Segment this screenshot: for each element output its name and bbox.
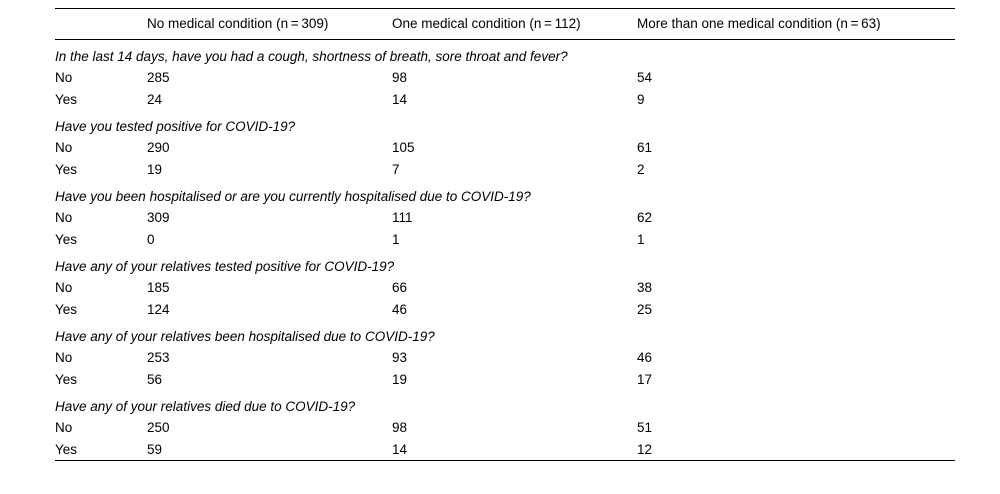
cell-no-condition: 290	[147, 140, 170, 155]
cell-one-condition: 46	[392, 302, 408, 317]
cell-no-condition: 285	[147, 70, 170, 85]
row-label: No	[55, 210, 73, 225]
question-row	[55, 110, 955, 136]
table-body	[55, 9, 955, 462]
question-row	[55, 250, 955, 276]
cell-more-than-one-condition: 1	[637, 232, 645, 247]
survey-table-container	[55, 8, 955, 461]
table-row	[55, 368, 955, 390]
cell-no-condition: 250	[147, 420, 170, 435]
row-label: Yes	[55, 302, 78, 317]
cell-more-than-one-condition: 25	[637, 302, 653, 317]
cell-more-than-one-condition: 46	[637, 350, 653, 365]
cell-more-than-one-condition: 9	[637, 92, 645, 107]
question-text: Have you been hospitalised or are you currently hospitalised due to COVID-19?	[55, 189, 531, 204]
column-header-one-condition: One medical condition (n = 112)	[392, 16, 581, 31]
cell-more-than-one-condition: 12	[637, 442, 653, 457]
cell-one-condition: 93	[392, 350, 408, 365]
table-row	[55, 206, 955, 228]
question-row	[55, 390, 955, 416]
question-text: Have you tested positive for COVID-19?	[55, 119, 296, 134]
cell-no-condition: 56	[147, 372, 163, 387]
cell-one-condition: 14	[392, 442, 408, 457]
row-label: No	[55, 140, 73, 155]
row-label: No	[55, 70, 73, 85]
table-row	[55, 136, 955, 158]
cell-one-condition: 7	[392, 162, 400, 177]
cell-more-than-one-condition: 61	[637, 140, 653, 155]
cell-more-than-one-condition: 62	[637, 210, 653, 225]
survey-results-table	[55, 8, 955, 461]
cell-no-condition: 0	[147, 232, 155, 247]
table-row	[55, 438, 955, 461]
column-header-more-than-one-condition: More than one medical condition (n = 63)	[637, 16, 881, 31]
table-row	[55, 416, 955, 438]
row-label: No	[55, 350, 73, 365]
cell-one-condition: 111	[392, 210, 413, 225]
table-row	[55, 346, 955, 368]
question-text: Have any of your relatives been hospitalised due to COVID-19?	[55, 329, 435, 344]
row-label: Yes	[55, 372, 78, 387]
row-label: Yes	[55, 442, 78, 457]
question-text: Have any of your relatives tested positive for COVID-19?	[55, 259, 395, 274]
row-label: No	[55, 280, 73, 295]
column-header-label	[55, 9, 147, 40]
column-header-no-condition: No medical condition (n = 309)	[147, 16, 329, 31]
row-label: Yes	[55, 92, 78, 107]
question-row	[55, 320, 955, 346]
cell-more-than-one-condition: 51	[637, 420, 653, 435]
cell-one-condition: 98	[392, 420, 408, 435]
table-row	[55, 298, 955, 320]
cell-no-condition: 19	[147, 162, 163, 177]
cell-more-than-one-condition: 54	[637, 70, 653, 85]
cell-one-condition: 19	[392, 372, 408, 387]
table-row	[55, 66, 955, 88]
table-row	[55, 88, 955, 110]
row-label: Yes	[55, 162, 78, 177]
cell-one-condition: 14	[392, 92, 408, 107]
table-row	[55, 158, 955, 180]
cell-one-condition: 98	[392, 70, 408, 85]
question-text: In the last 14 days, have you had a cough, shortness of breath, sore throat and fever?	[55, 49, 568, 64]
question-text: Have any of your relatives died due to COVID-19?	[55, 399, 356, 414]
table-row	[55, 276, 955, 298]
question-row	[55, 40, 955, 66]
cell-no-condition: 124	[147, 302, 170, 317]
cell-one-condition: 105	[392, 140, 415, 155]
cell-more-than-one-condition: 38	[637, 280, 653, 295]
cell-one-condition: 1	[392, 232, 400, 247]
cell-no-condition: 59	[147, 442, 163, 457]
cell-more-than-one-condition: 17	[637, 372, 653, 387]
table-row	[55, 228, 955, 250]
cell-no-condition: 253	[147, 350, 170, 365]
row-label: No	[55, 420, 73, 435]
cell-no-condition: 309	[147, 210, 170, 225]
question-row	[55, 180, 955, 206]
cell-no-condition: 24	[147, 92, 163, 107]
table-header-row	[55, 9, 955, 40]
cell-no-condition: 185	[147, 280, 170, 295]
cell-more-than-one-condition: 2	[637, 162, 645, 177]
table-bottom-rule	[55, 461, 955, 462]
row-label: Yes	[55, 232, 78, 247]
cell-one-condition: 66	[392, 280, 408, 295]
